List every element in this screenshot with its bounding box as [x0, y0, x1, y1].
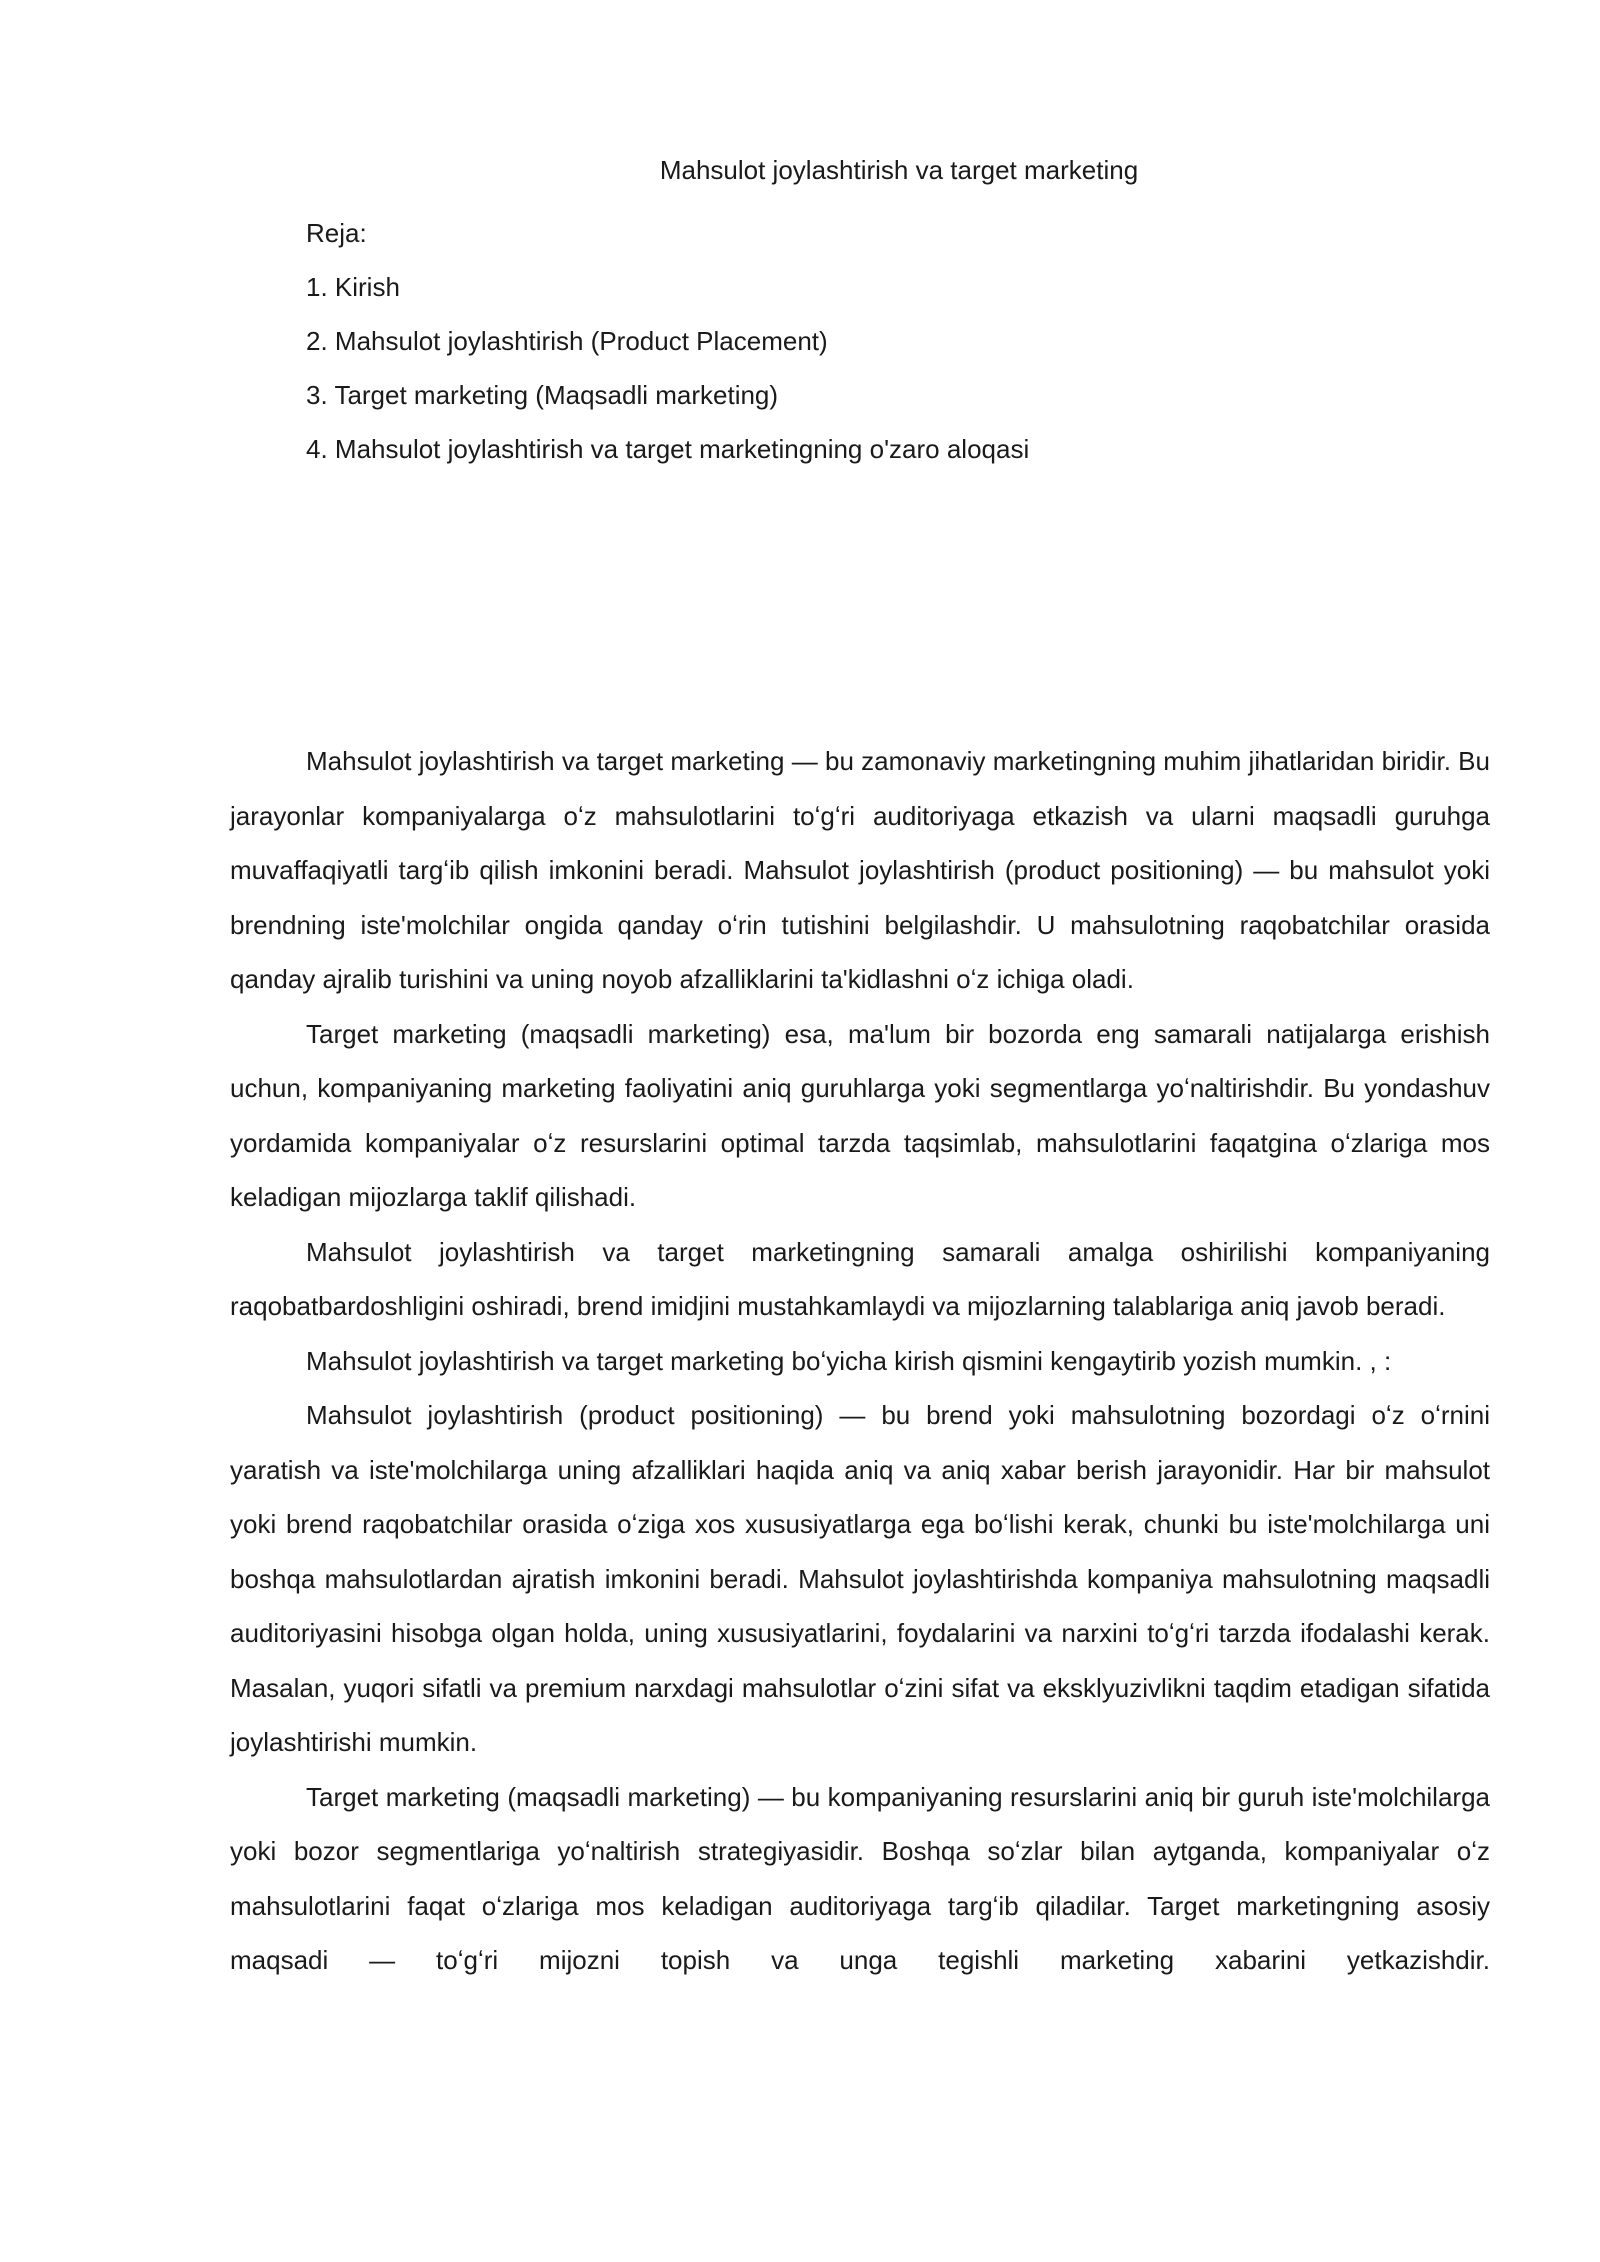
plan-item: 3. Target marketing (Maqsadli marketing) [306, 380, 779, 410]
body-paragraph: Mahsulot joylashtirish va target marketing boʻyicha kirish qismini kengaytirib yozish mumkin. , : [306, 1345, 1392, 1376]
document-title: Mahsulot joylashtirish va target marketing [659, 155, 1139, 185]
body-text [230, 734, 1490, 1988]
plan-heading: Reja: [306, 218, 367, 248]
plan-item: 2. Mahsulot joylashtirish (Product Placement) [306, 326, 828, 356]
body-paragraph: Mahsulot joylashtirish (product positioning) — bu brend yoki mahsulotning bozordagi oʻz oʻrnini yaratish va iste'molchilarga uning afzalliklari haqida aniq va aniq xabar berish jarayonidir. Har bir mahsulot yoki brend raqobatchilar orasida oʻziga xos xususiyatlarga ega boʻlishi kerak, chunki bu iste'molchilarga uni boshqa mahsulotlardan ajratish imkonini beradi. Mahsulot joylashtirishda kompaniya mahsulotning maqsadli auditoriyasini hisobga olgan holda, uning xususiyatlarini, foydalarini va narxini toʻgʻri tarzda ifodalashi kerak. Masalan, yuqori sifatli va premium narxdagi mahsulotlar oʻzini sifat va eksklyuzivlikni taqdim etadigan sifatida joylashtirishi mumkin. [230, 1400, 1490, 1757]
plan-item: 1. Kirish [306, 272, 400, 302]
body-paragraph: Mahsulot joylashtirish va target marketing — bu zamonaviy marketingning muhim jihatlaridan biridir. Bu jarayonlar kompaniyalarga oʻz mahsulotlarini toʻgʻri auditoriyaga etkazish va ularni maqsadli guruhga muvaffaqiyatli targʻib qilish imkonini beradi. Mahsulot joylashtirish (product positioning) — bu mahsulot yoki brendning iste'molchilar ongida qanday oʻrin tutishini belgilashdir. U mahsulotning raqobatchilar orasida qanday ajralib turishini va uning noyob afzalliklarini ta'kidlashni oʻz ichiga oladi. [230, 746, 1490, 994]
plan-item: 4. Mahsulot joylashtirish va target marketingning o'zaro aloqasi [306, 434, 1030, 464]
plan-section [306, 206, 1506, 476]
body-paragraph: Target marketing (maqsadli marketing) esa, ma'lum bir bozorda eng samarali natijalarga erishish uchun, kompaniyaning marketing faoliyatini aniq guruhlarga yoki segmentlarga yoʻnaltirishdir. Bu yondashuv yordamida kompaniyalar oʻz resurslarini optimal tarzda taqsimlab, mahsulotlarini faqatgina oʻzlariga mos keladigan mijozlarga taklif qilishadi. [230, 1018, 1490, 1212]
body-paragraph: Mahsulot joylashtirish va target marketingning samarali amalga oshirilishi kompaniyaning raqobatbardoshligini oshiradi, brend imidjini mustahkamlaydi va mijozlarning talablariga aniq javob beradi. [230, 1236, 1490, 1321]
body-paragraph: Target marketing (maqsadli marketing) — bu kompaniyaning resurslarini aniq bir guruh iste'molchilarga yoki bozor segmentlariga yoʻnaltirish strategiyasidir. Boshqa soʻzlar bilan aytganda, kompaniyalar oʻz mahsulotlarini faqat oʻzlariga mos keladigan auditoriyaga targʻib qiladilar. Target marketingning asosiy maqsadi — toʻgʻri mijozni topish va unga tegishli marketing xabarini yetkazishdir. [230, 1781, 1490, 1975]
